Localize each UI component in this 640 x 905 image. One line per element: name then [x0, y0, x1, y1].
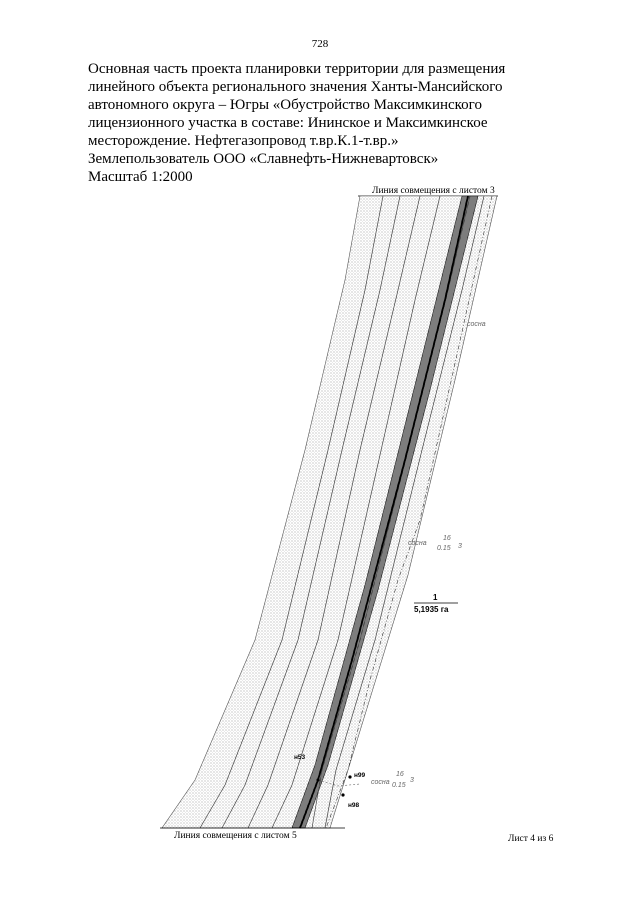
sheet-number: Лист 4 из 6 [508, 834, 554, 844]
forest-code-1b: 0.15 [437, 545, 451, 552]
plot-number: 1 [433, 593, 438, 602]
forest-code-1c: 3 [458, 543, 462, 550]
scale-label: Масштаб 1:2000 [88, 169, 193, 185]
land-user: Землепользователь ООО «Славнефть-Нижневартовск» [88, 151, 439, 167]
match-line-top-label: Линия совмещения с листом 3 [372, 186, 495, 196]
forest-code-2c: 3 [410, 777, 414, 784]
plot-area: 5,1935 га [414, 605, 449, 614]
point-marker-n99 [348, 775, 351, 778]
forest-label-1: сосна [467, 321, 486, 328]
point-n99: н99 [354, 772, 366, 779]
point-marker-n98 [341, 793, 344, 796]
forest-code-1: 16 [443, 535, 451, 542]
forest-code-2b: 0.15 [392, 782, 406, 789]
forest-label-3: сосна [371, 779, 390, 786]
page-number: 728 [311, 38, 329, 50]
point-n98: н98 [348, 802, 360, 809]
point-marker-n53 [316, 778, 319, 781]
forest-code-2: 16 [396, 771, 404, 778]
match-line-bottom-label: Линия совмещения с листом 5 [174, 831, 297, 841]
point-n53: н53 [294, 754, 306, 761]
forest-label-2: сосна [408, 540, 427, 547]
project-title: Основная часть проекта планировки территории для размещения линейного объекта регионального значения Ханты-Мансийского автономного округа – Югры «Обустройство Максимкинского лицензионного участка в составе: Ининское и Максимкинское месторождение. Нефтегазопровод т.вр.К.1-т.вр.» [88, 61, 506, 149]
